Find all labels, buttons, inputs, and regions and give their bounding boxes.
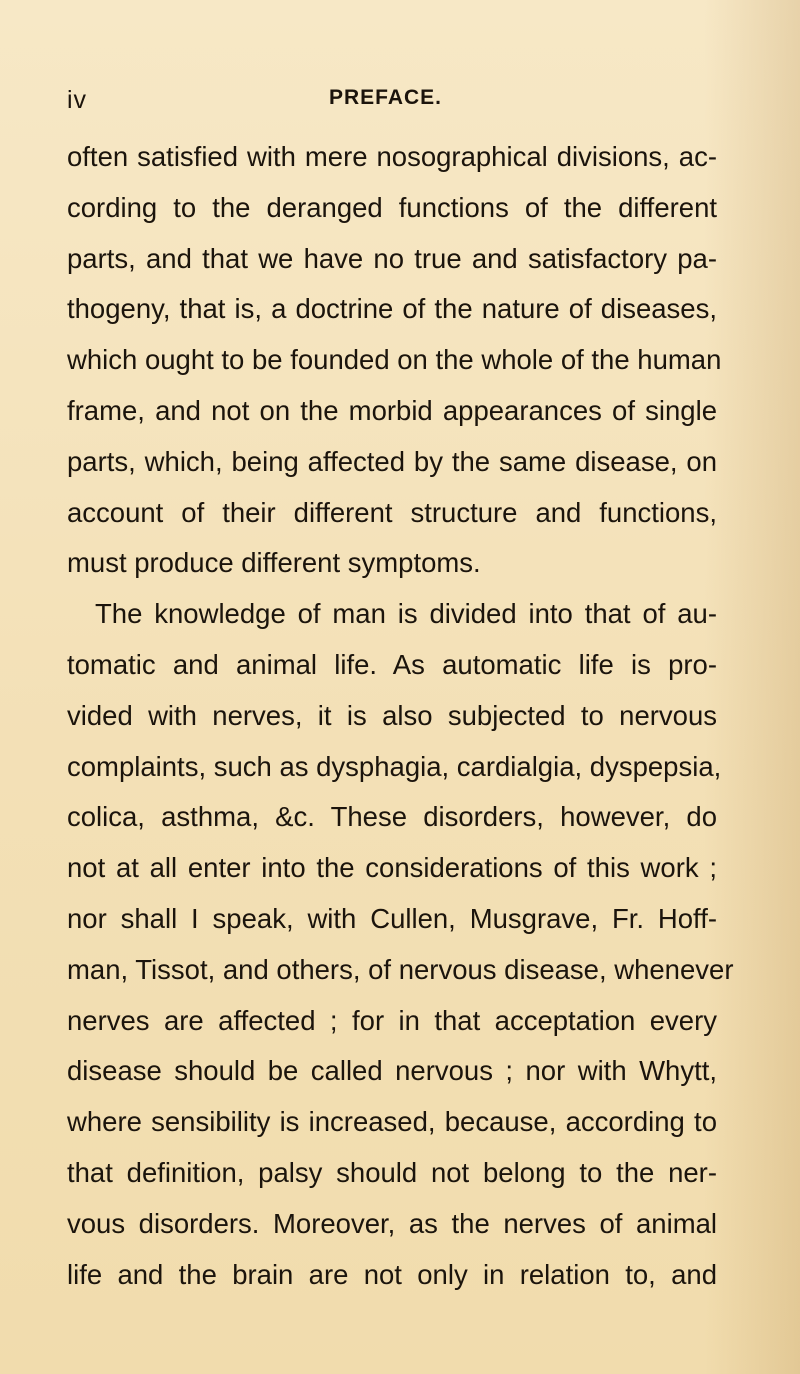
text-line: life and the brain are not only in relation to, and [67,1258,717,1290]
text-line: not at all enter into the considerations of this work ; [67,852,717,884]
text-line: thogeny, that is, a doctrine of the nature of diseases, [67,293,717,325]
running-title: PREFACE. [329,86,443,109]
text-line: frame, and not on the morbid appearances of single [67,394,717,426]
text-line: vided with nerves, it is also subjected to nervous [67,699,717,731]
text-line: cording to the deranged functions of the different [67,191,717,223]
text-line: complaints, such as dysphagia, cardialgia, dyspepsia, [67,750,722,782]
text-line: which ought to be founded on the whole of the human [67,344,722,376]
text-line: parts, which, being affected by the same disease, on [67,445,717,477]
text-line: that definition, palsy should not belong to the ner- [67,1156,717,1188]
text-line: disease should be called nervous ; nor with Whytt, [67,1055,717,1087]
text-line: nerves are affected ; for in that acceptation every [67,1004,717,1036]
text-line: account of their different structure and functions, [67,496,717,528]
text-line: often satisfied with mere nosographical divisions, ac- [67,141,717,172]
body-text [67,132,734,1300]
paragraph-start-line: The knowledge of man is divided into that of au- [95,598,717,630]
page-number: iv [67,86,88,114]
paragraph-end-line: must produce different symptoms. [67,547,481,579]
text-line: parts, and that we have no true and satisfactory pa- [67,242,717,274]
text-line: tomatic and animal life. As automatic life is pro- [67,648,717,680]
text-line: nor shall I speak, with Cullen, Musgrave, Fr. Hoff- [67,902,717,934]
text-line: man, Tissot, and others, of nervous disease, whenever [67,953,734,985]
page-header [0,86,800,116]
text-line: vous disorders. Moreover, as the nerves of animal [67,1207,717,1239]
text-line: colica, asthma, &c. These disorders, however, do [67,801,717,833]
text-line: where sensibility is increased, because, according to [67,1106,717,1138]
